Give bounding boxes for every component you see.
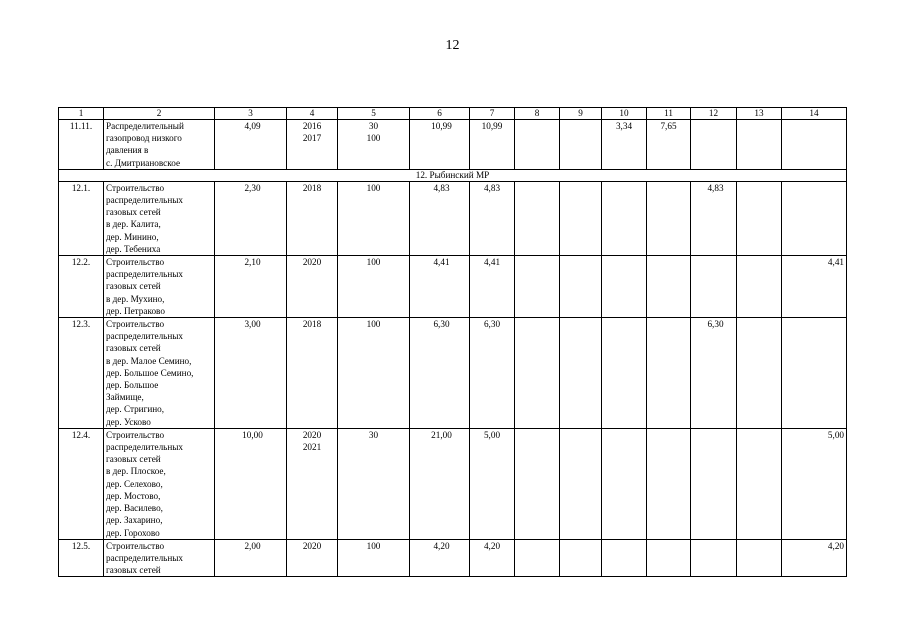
cell-line: давления в (106, 145, 149, 156)
col-6-value-cell (410, 539, 470, 577)
cell-line: 2020 (302, 257, 322, 268)
cell-line: дер. Захарино, (106, 515, 163, 526)
column-number-header: 10 (602, 108, 647, 120)
col-12-value-cell (691, 428, 737, 539)
cell-line: Распределительный (106, 121, 184, 131)
col-3-value-cell (215, 428, 287, 539)
col-10-value-cell (602, 428, 647, 539)
cell-line: с. Дмитриановское (106, 157, 181, 168)
table-row (59, 181, 847, 255)
col-10-value-cell (602, 256, 647, 318)
col-10-value-cell (602, 181, 647, 255)
col-9-value-cell (560, 318, 602, 429)
cell-line: 11.11. (69, 121, 93, 131)
column-number-header: 3 (215, 108, 287, 120)
col-7-value-cell (470, 428, 515, 539)
col-8-value-cell (515, 181, 560, 255)
cell-line: распределительных (106, 442, 184, 453)
cell-line: дер. Стригино, (106, 404, 165, 415)
object-name-cell (104, 120, 215, 170)
column-number-header: 11 (647, 108, 691, 120)
cell-line: газовых сетей (106, 565, 161, 576)
cell-line: 2020 (302, 540, 322, 551)
col-6-value-cell (410, 120, 470, 170)
cell-line: дер. Василево, (106, 503, 163, 514)
page-number: 12 (445, 38, 460, 53)
cell-line: 100 (366, 257, 381, 268)
cell-line: 30 (368, 121, 379, 131)
column-number-header: 1 (59, 108, 104, 120)
cell-line: дер. Большое (106, 380, 159, 391)
row-id-cell (59, 120, 104, 170)
section-label: 12. Рыбинский МР (59, 169, 847, 181)
cell-line: 4,83 (483, 182, 501, 193)
object-name-cell (104, 428, 215, 539)
cell-line: 2020 (302, 429, 322, 440)
cell-line: дер. Мостово, (106, 490, 161, 501)
cell-line: распределительных (106, 552, 184, 563)
col-11-value-cell (647, 428, 691, 539)
cell-line: Строительство (106, 540, 165, 551)
cell-line: 100 (366, 319, 381, 330)
col-12-value-cell (691, 256, 737, 318)
cell-line: в дер. Малое Семино, (106, 355, 192, 366)
col-13-value-cell (737, 120, 782, 170)
col-8-value-cell (515, 256, 560, 318)
object-name-cell (104, 539, 215, 577)
col-10-value-cell (602, 539, 647, 577)
cell-line: 12.2. (71, 257, 91, 268)
cell-line: дер. Селехово, (106, 478, 163, 489)
col-11-value-cell (647, 318, 691, 429)
col-5-value-cell (338, 539, 410, 577)
cell-line: 4,09 (244, 121, 261, 131)
object-name-cell (104, 256, 215, 318)
column-number-header: 2 (104, 108, 215, 120)
cell-line: 12.4. (71, 429, 91, 440)
col-8-value-cell (515, 539, 560, 577)
cell-line: Займище, (106, 392, 144, 403)
cell-line: 10,99 (481, 121, 503, 131)
row-id-cell (59, 318, 104, 429)
cell-line: Строительство (106, 257, 165, 268)
table-row (59, 539, 847, 577)
col-7-value-cell (470, 256, 515, 318)
row-id-cell (59, 256, 104, 318)
cell-line: 2016 (302, 121, 322, 131)
col-5-value-cell (338, 428, 410, 539)
col-5-value-cell (338, 181, 410, 255)
col-10-value-cell (602, 120, 647, 170)
column-number-header: 8 (515, 108, 560, 120)
col-13-value-cell (737, 428, 782, 539)
col-3-value-cell (215, 318, 287, 429)
cell-line: распределительных (106, 331, 184, 342)
years-cell (287, 318, 338, 429)
cell-line: 6,30 (433, 319, 450, 330)
col-3-value-cell (215, 181, 287, 255)
column-number-header: 9 (560, 108, 602, 120)
cell-line: газопровод низкого (106, 133, 182, 144)
cell-line: распределительных (106, 195, 184, 206)
cell-line: 2,10 (244, 257, 261, 268)
years-cell (287, 256, 338, 318)
cell-line: 4,41 (827, 257, 844, 268)
column-number-header: 6 (410, 108, 470, 120)
col-7-value-cell (470, 318, 515, 429)
cell-line: дер. Горохово (106, 527, 160, 538)
cell-line: 100 (366, 133, 381, 144)
cell-line: 3,00 (244, 319, 261, 330)
cell-line: 12.5. (71, 540, 91, 551)
col-13-value-cell (737, 318, 782, 429)
col-14-value-cell (782, 318, 847, 429)
column-number-header: 13 (737, 108, 782, 120)
table-row (59, 318, 847, 429)
col-5-value-cell (338, 256, 410, 318)
col-13-value-cell (737, 539, 782, 577)
col-8-value-cell (515, 318, 560, 429)
cell-line: газовых сетей (106, 454, 161, 465)
cell-line: 6,30 (707, 319, 724, 330)
column-number-header: 14 (782, 108, 847, 120)
cell-line: в дер. Калита, (106, 219, 161, 230)
col-11-value-cell (647, 181, 691, 255)
table-header-row (59, 108, 847, 120)
col-8-value-cell (515, 120, 560, 170)
cell-line: 2017 (302, 133, 322, 144)
column-number-header: 7 (470, 108, 515, 120)
col-14-value-cell (782, 181, 847, 255)
col-5-value-cell (338, 318, 410, 429)
col-14-value-cell (782, 256, 847, 318)
years-cell (287, 181, 338, 255)
col-13-value-cell (737, 256, 782, 318)
col-11-value-cell (647, 256, 691, 318)
cell-line: газовых сетей (106, 207, 161, 218)
object-name-cell (104, 318, 215, 429)
cell-line: Строительство (106, 429, 165, 440)
cell-line: 2018 (302, 182, 322, 193)
cell-line: 3,34 (615, 121, 633, 131)
col-6-value-cell (410, 428, 470, 539)
col-7-value-cell (470, 120, 515, 170)
cell-line: 5,00 (827, 429, 844, 440)
col-3-value-cell (215, 256, 287, 318)
col-8-value-cell (515, 428, 560, 539)
row-id-cell (59, 181, 104, 255)
cell-line: 4,20 (827, 540, 844, 551)
cell-line: распределительных (106, 269, 184, 280)
col-12-value-cell (691, 181, 737, 255)
col-14-value-cell (782, 428, 847, 539)
cell-line: 2,30 (244, 182, 261, 193)
col-3-value-cell (215, 539, 287, 577)
col-9-value-cell (560, 256, 602, 318)
cell-line: газовых сетей (106, 343, 161, 354)
cell-line: дер. Усково (106, 416, 151, 427)
cell-line: дер. Петраково (106, 305, 165, 316)
col-3-value-cell (215, 120, 287, 170)
row-id-cell (59, 428, 104, 539)
row-id-cell (59, 539, 104, 577)
column-number-header: 4 (287, 108, 338, 120)
cell-line: 7,65 (660, 121, 677, 131)
cell-line: в дер. Мухино, (106, 293, 165, 304)
cell-line: 12.3. (71, 319, 91, 330)
cell-line: 4,41 (483, 257, 501, 268)
table-row (59, 256, 847, 318)
col-6-value-cell (410, 181, 470, 255)
col-12-value-cell (691, 318, 737, 429)
cell-line: 5,00 (483, 429, 501, 440)
col-5-value-cell (338, 120, 410, 170)
cell-line: газовых сетей (106, 281, 161, 292)
column-number-header: 12 (691, 108, 737, 120)
cell-line: Строительство (106, 319, 165, 330)
col-12-value-cell (691, 539, 737, 577)
cell-line: 4,41 (433, 257, 450, 268)
cell-line: 10,00 (242, 429, 263, 440)
col-9-value-cell (560, 120, 602, 170)
cell-line: дер. Большое Семино, (106, 367, 194, 378)
cell-line: 10,99 (431, 121, 452, 131)
table-body (59, 108, 847, 577)
table-row (59, 428, 847, 539)
cell-line: 2021 (302, 442, 322, 453)
object-name-cell (104, 181, 215, 255)
cell-line: 100 (366, 182, 381, 193)
cell-line: дер. Минино, (106, 231, 159, 242)
section-header-row (59, 169, 847, 181)
cell-line: 30 (368, 429, 379, 440)
cell-line: Строительство (106, 182, 165, 193)
col-12-value-cell (691, 120, 737, 170)
table-row (59, 120, 847, 170)
cell-line: дер. Тебениха (106, 243, 161, 254)
col-11-value-cell (647, 120, 691, 170)
cell-line: 4,20 (483, 540, 501, 551)
cell-line: 4,83 (433, 182, 450, 193)
cell-line: 6,30 (483, 319, 501, 330)
col-6-value-cell (410, 318, 470, 429)
cell-line: в дер. Плоское, (106, 466, 166, 477)
cell-line: 21,00 (431, 429, 452, 440)
col-13-value-cell (737, 181, 782, 255)
years-cell (287, 120, 338, 170)
cell-line: 2018 (302, 319, 322, 330)
cell-line: 12.1. (71, 182, 91, 193)
col-9-value-cell (560, 539, 602, 577)
col-7-value-cell (470, 181, 515, 255)
col-14-value-cell (782, 120, 847, 170)
cell-line: 4,83 (707, 182, 724, 193)
col-6-value-cell (410, 256, 470, 318)
col-14-value-cell (782, 539, 847, 577)
col-11-value-cell (647, 539, 691, 577)
cell-line: 2,00 (244, 540, 261, 551)
projects-table (58, 107, 847, 577)
col-10-value-cell (602, 318, 647, 429)
col-9-value-cell (560, 428, 602, 539)
cell-line: 100 (366, 540, 381, 551)
col-7-value-cell (470, 539, 515, 577)
years-cell (287, 539, 338, 577)
column-number-header: 5 (338, 108, 410, 120)
cell-line: 4,20 (433, 540, 450, 551)
years-cell (287, 428, 338, 539)
col-9-value-cell (560, 181, 602, 255)
